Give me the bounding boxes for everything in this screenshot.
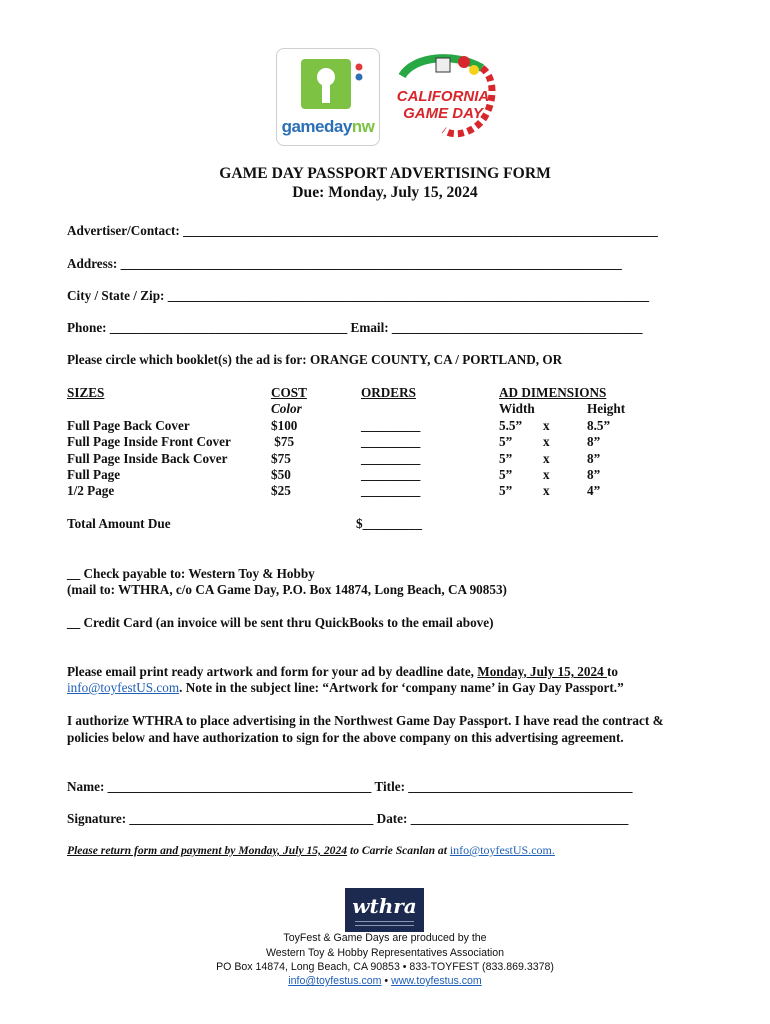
gamedaynw-word-nw: nw (351, 117, 375, 136)
order-blank[interactable]: _________ (361, 466, 421, 482)
gamedaynw-word-game: game (281, 117, 324, 136)
artwork-to: to (606, 664, 618, 679)
wthra-logo (345, 888, 424, 932)
height-value: 8” (587, 466, 601, 482)
booklet-selection: Please circle which booklet(s) the ad is for: ORANGE COUNTY, CA / PORTLAND, OR (67, 352, 563, 367)
orders-header: ORDERS (361, 385, 416, 400)
table-row (67, 467, 625, 483)
due-date: Due: Monday, July 15, 2024 (292, 184, 478, 201)
size-label: Full Page (67, 466, 121, 482)
check-option[interactable]: __ Check payable to: Western Toy & Hobby (67, 566, 315, 581)
wthra-mark: wthra (352, 894, 417, 918)
artwork-text: Please email print ready artwork and form for your ad by deadline date, (67, 664, 478, 679)
order-blank[interactable]: _________ (361, 417, 421, 433)
ad-sizes-table (67, 385, 625, 500)
credit-card-option[interactable]: __ Credit Card (an invoice will be sent thru QuickBooks to the email above) (67, 615, 494, 630)
name-title-field[interactable]: Name: ________________________________________ Title: __________________________________ (67, 779, 633, 794)
size-label: Full Page Back Cover (67, 417, 190, 433)
return-email-link[interactable]: info@toyfestUS.com. (449, 843, 555, 857)
width-value: 5” (499, 434, 513, 450)
height-value: 8” (587, 450, 601, 466)
cost-value: $75 (271, 434, 295, 450)
dimensions-header: AD DIMENSIONS (499, 385, 607, 400)
table-row (67, 483, 625, 499)
phone-email-field[interactable]: Phone: ____________________________________ Email: ______________________________________ (67, 320, 643, 335)
cost-header: COST (271, 385, 307, 400)
california-game-day-logo (384, 48, 500, 144)
footer-line-3: PO Box 14874, Long Beach, CA 90853 • 833-TOYFEST (833.869.3378) (216, 961, 554, 973)
footer-line-1: ToyFest & Game Days are produced by the (283, 932, 487, 944)
return-deadline: Please return form and payment by Monday, July 15, 2024 (67, 844, 348, 857)
cost-value: $100 (271, 417, 298, 433)
height-subheader: Height (587, 401, 626, 417)
cost-subheader: Color (271, 401, 302, 417)
size-label: 1/2 Page (67, 483, 115, 499)
table-row (67, 418, 625, 434)
total-amount-field[interactable]: $_________ (356, 516, 422, 531)
california-word: CALIFORNIA (396, 88, 490, 105)
artwork-subject-note: . Note in the subject line: “Artwork for ‘company name’ in Gay Day Passport.” (179, 680, 624, 695)
width-value: 5” (499, 450, 513, 466)
width-subheader: Width (499, 401, 535, 417)
size-label: Full Page Inside Front Cover (67, 434, 231, 450)
table-row (67, 451, 625, 467)
height-value: 4” (587, 483, 601, 499)
gamedaynw-word-day: day (324, 117, 352, 136)
x-sep: x (543, 450, 550, 466)
form-title: GAME DAY PASSPORT ADVERTISING FORM (219, 165, 551, 182)
order-blank[interactable]: _________ (361, 483, 421, 499)
artwork-deadline: Monday, July 15, 2024 (477, 664, 607, 679)
footer-website-link[interactable]: www.toyfestus.com (391, 975, 482, 987)
signature-date-field[interactable]: Signature: _____________________________________ Date: _________________________________ (67, 811, 629, 826)
footer-email-link[interactable]: info@toyfestus.com (288, 975, 382, 987)
x-sep: x (543, 466, 550, 482)
order-blank[interactable]: _________ (361, 450, 421, 466)
return-contact: to Carrie Scanlan at (347, 844, 450, 857)
authorization-line-1: I authorize WTHRA to place advertising in the Northwest Game Day Passport. I have read the contract & (67, 713, 664, 728)
table-row (67, 434, 625, 450)
artwork-instructions (67, 664, 618, 680)
height-value: 8” (587, 434, 601, 450)
game-day-word: GAME DAY (403, 105, 483, 122)
footer-links (0, 975, 770, 987)
cost-value: $75 (271, 450, 291, 466)
total-amount-label: Total Amount Due (67, 516, 171, 531)
address-field[interactable]: Address: ____________________________________________________________________________ (67, 256, 622, 271)
gamedaynw-logo (276, 48, 380, 146)
mail-address: (mail to: WTHRA, c/o CA Game Day, P.O. Box 14874, Long Beach, CA 90853) (67, 582, 507, 597)
authorization-line-2: policies below and have authorization to sign for the above company on this advertising agreement. (67, 730, 624, 745)
x-sep: x (543, 417, 550, 433)
artwork-instructions-2 (67, 680, 624, 696)
footer-line-2: Western Toy & Hobby Representatives Association (265, 947, 505, 959)
size-label: Full Page Inside Back Cover (67, 450, 228, 466)
height-value: 8.5” (587, 417, 611, 433)
width-value: 5” (499, 483, 513, 499)
artwork-email-link[interactable]: info@toyfestUS.com (67, 680, 180, 695)
advertiser-contact-field[interactable]: Advertiser/Contact: ________________________________________________________________________ (67, 223, 658, 238)
width-value: 5” (499, 466, 513, 482)
city-state-zip-field[interactable]: City / State / Zip: _________________________________________________________________________ (67, 288, 650, 303)
footer-separator: • (381, 975, 392, 987)
x-sep: x (543, 483, 550, 499)
cost-value: $25 (271, 483, 291, 499)
return-note (67, 843, 555, 858)
x-sep: x (543, 434, 550, 450)
width-value: 5.5” (499, 417, 523, 433)
order-blank[interactable]: _________ (361, 434, 421, 450)
cost-value: $50 (271, 466, 291, 482)
sizes-header: SIZES (67, 385, 105, 400)
